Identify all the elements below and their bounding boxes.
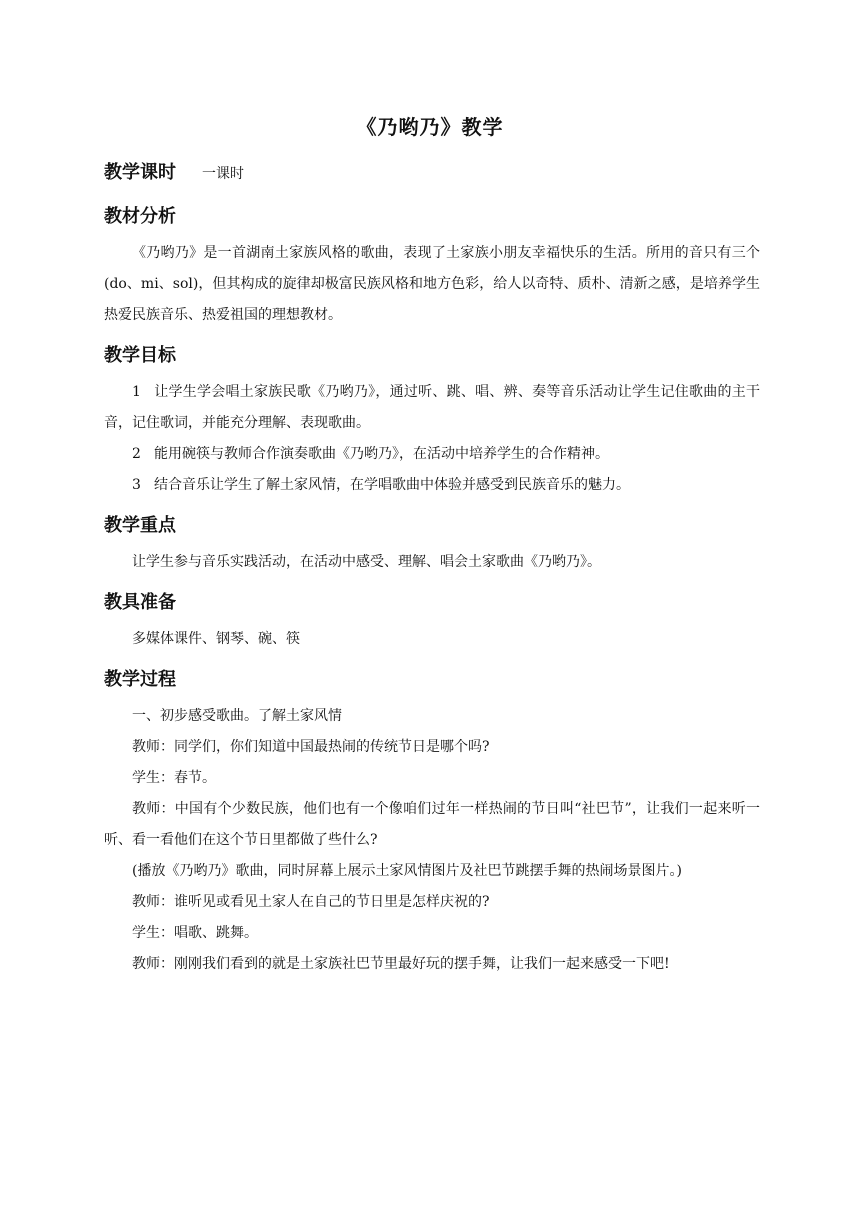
document-title: 《乃哟乃》教学 bbox=[356, 115, 504, 139]
process-section bbox=[104, 665, 760, 980]
focus-section bbox=[104, 511, 760, 578]
document-body bbox=[104, 158, 760, 990]
analysis-paragraph: 《乃哟乃》是一首湖南土家族风格的歌曲，表现了土家族小朋友幸福快乐的生活。所用的音只有三个(do、mi、sol)，但其构成的旋律却极富民族风格和地方色彩，给人以奇特、质朴、清新之感，是培养学生热爱民族音乐、热爱祖国的理想教材。 bbox=[104, 245, 760, 323]
goals-section bbox=[104, 341, 760, 501]
period-row bbox=[104, 158, 760, 188]
goals-heading: 教学目标 bbox=[104, 345, 176, 366]
goal-number: 2 bbox=[132, 446, 141, 462]
goal-number: 3 bbox=[132, 477, 141, 493]
process-paragraph: 教师：谁听见或看见土家人在自己的节日里是怎样庆祝的? bbox=[132, 894, 490, 910]
period-heading: 教学课时 bbox=[104, 162, 176, 183]
process-paragraph: 一、初步感受歌曲。了解土家风情 bbox=[132, 708, 342, 724]
tools-paragraph: 多媒体课件、钢琴、碗、筷 bbox=[132, 631, 300, 647]
process-paragraph: 教师：刚刚我们看到的就是土家族社巴节里最好玩的摆手舞，让我们一起来感受一下吧! bbox=[132, 956, 670, 972]
goal-item bbox=[104, 439, 760, 470]
goal-number: 1 bbox=[132, 384, 141, 400]
goal-text: 让学生学会唱土家族民歌《乃哟乃》，通过听、跳、唱、辨、奏等音乐活动让学生记住歌曲的主干音，记住歌词，并能充分理解、表现歌曲。 bbox=[104, 384, 760, 431]
tools-section bbox=[104, 588, 760, 655]
analysis-heading: 教材分析 bbox=[104, 206, 176, 227]
focus-heading: 教学重点 bbox=[104, 515, 176, 536]
goal-text: 结合音乐让学生了解土家风情，在学唱歌曲中体验并感受到民族音乐的魅力。 bbox=[154, 477, 630, 493]
process-paragraph: 教师：中国有个少数民族，他们也有一个像咱们过年一样热闹的节日叫“社巴节”，让我们一起来听一听、看一看他们在这个节日里都做了些什么? bbox=[104, 801, 760, 848]
goal-item bbox=[104, 470, 760, 501]
tools-heading: 教具准备 bbox=[104, 592, 176, 613]
goal-item bbox=[104, 377, 760, 439]
analysis-section bbox=[104, 202, 760, 331]
focus-paragraph: 让学生参与音乐实践活动，在活动中感受、理解、唱会土家歌曲《乃哟乃》。 bbox=[132, 554, 601, 570]
period-value: 一课时 bbox=[202, 166, 244, 182]
process-heading: 教学过程 bbox=[104, 669, 176, 690]
process-paragraph: 学生：春节。 bbox=[132, 770, 216, 786]
goal-text: 能用碗筷与教师合作演奏歌曲《乃哟乃》，在活动中培养学生的合作精神。 bbox=[154, 446, 609, 462]
process-paragraph: 学生：唱歌、跳舞。 bbox=[132, 925, 258, 941]
process-paragraph: (播放《乃哟乃》歌曲，同时屏幕上展示土家风情图片及社巴节跳摆手舞的热闹场景图片。) bbox=[132, 863, 682, 879]
process-paragraph: 教师：同学们，你们知道中国最热闹的传统节日是哪个吗? bbox=[132, 739, 490, 755]
